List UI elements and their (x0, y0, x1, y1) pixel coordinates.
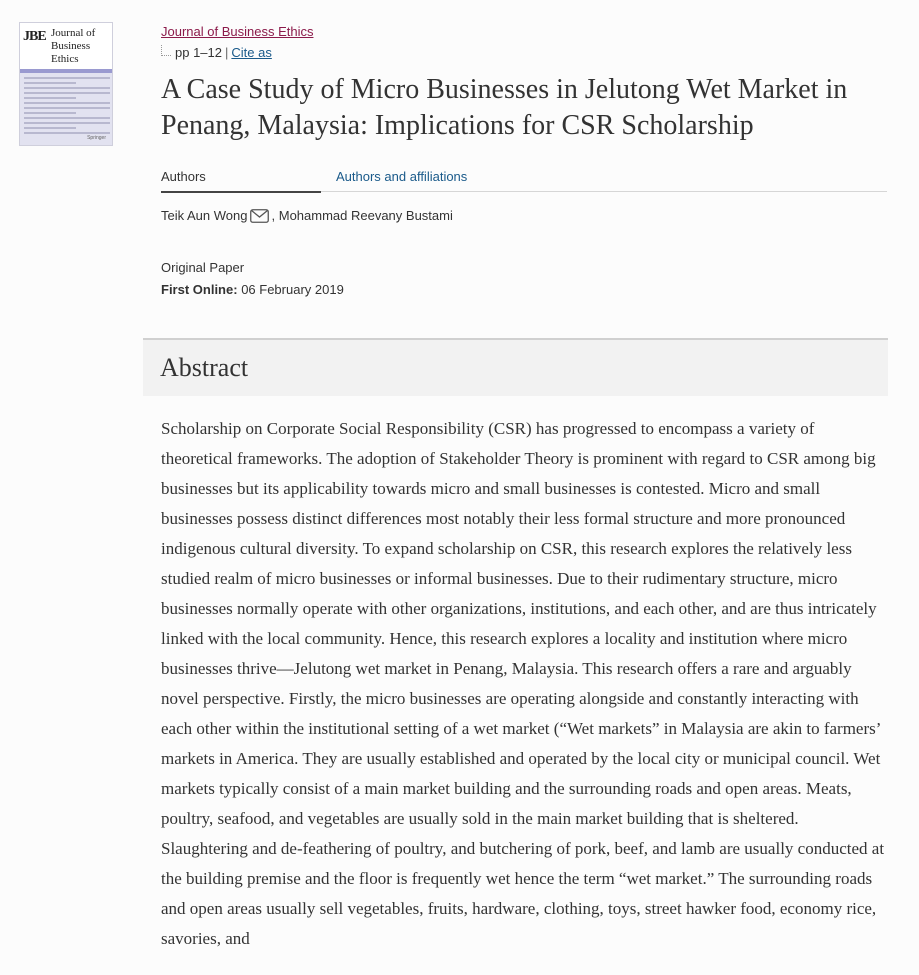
abstract-section-header[interactable] (143, 338, 888, 396)
first-online (161, 282, 344, 297)
cover-contents-lines (24, 77, 110, 137)
first-online-label: First Online: (161, 282, 238, 297)
cite-as-link[interactable]: Cite as (231, 45, 272, 60)
author-separator: , (271, 208, 276, 223)
author-name[interactable]: Mohammad Reevany Bustami (278, 208, 453, 223)
author-name[interactable]: Teik Aun Wong (161, 208, 248, 223)
tree-connector-icon (161, 45, 171, 56)
cover-logo: JBE (23, 29, 46, 44)
tab-authors-and-affiliations[interactable]: Authors and affiliations (336, 169, 468, 184)
abstract-text: Scholarship on Corporate Social Responsibility (CSR) has progressed to encompass a variety of theoretical frameworks. The adoption of Stakeholder Theory is prominent with regard to CSR among big businesses but its applicability towards micro and small businesses is contested. Micro and small businesses possess distinct differences most notably their less formal structure and more pronounced indigenous cultural diversity. To expand scholarship on CSR, this research explores the relatively less studied realm of micro businesses or informal businesses. Due to their rudimentary structure, micro businesses normally operate with other organizations, institutions, and each other, and are thus intricately linked with the local community. Hence, this research explores a locality and institution where micro businesses thrive—Jelutong wet market in Penang, Malaysia. This research offers a rare and arguably novel perspective. Firstly, the micro businesses are operating alongside and constantly interacting with each other within the institutional setting of a wet market (“Wet markets” in Malaysia are akin to farmers’ markets in America. They are usually established and operated by the local city or municipal council. Wet markets typically consist of a main market building and the surrounding roads and open areas. Meats, poultry, seafood, and vegetables are usually sold in the main market building that is sheltered. Slaughtering and de-feathering of poultry, and butchering of pork, beef, and lamb are usually conducted at the building premise and the floor is frequently wet hence the term “wet market.” The surrounding roads and open areas usually sell vegetables, fruits, hardware, clothing, toys, street hawker food, economy rice, savories, and (161, 419, 885, 948)
article-title: A Case Study of Micro Businesses in Jelutong Wet Market in Penang, Malaysia: Implications for CSR Scholarship (161, 74, 848, 141)
pages-row (161, 45, 272, 60)
cover-header (20, 23, 113, 69)
author-list (161, 208, 453, 226)
journal-cover-image[interactable] (19, 22, 113, 146)
journal-link[interactable]: Journal of Business Ethics (161, 24, 314, 39)
email-icon[interactable] (250, 209, 269, 226)
cover-band (20, 69, 113, 73)
cover-journal-name: Journal of Business Ethics (51, 27, 96, 65)
paper-type: Original Paper (161, 260, 245, 275)
first-online-date: 06 February 2019 (241, 282, 344, 297)
abstract-heading: Abstract (160, 353, 249, 382)
authors-tabs (161, 168, 887, 192)
separator: | (225, 45, 229, 60)
tab-authors[interactable]: Authors (161, 169, 321, 193)
cover-publisher: Springer (87, 135, 106, 141)
page-range: pp 1–12 (175, 45, 222, 60)
